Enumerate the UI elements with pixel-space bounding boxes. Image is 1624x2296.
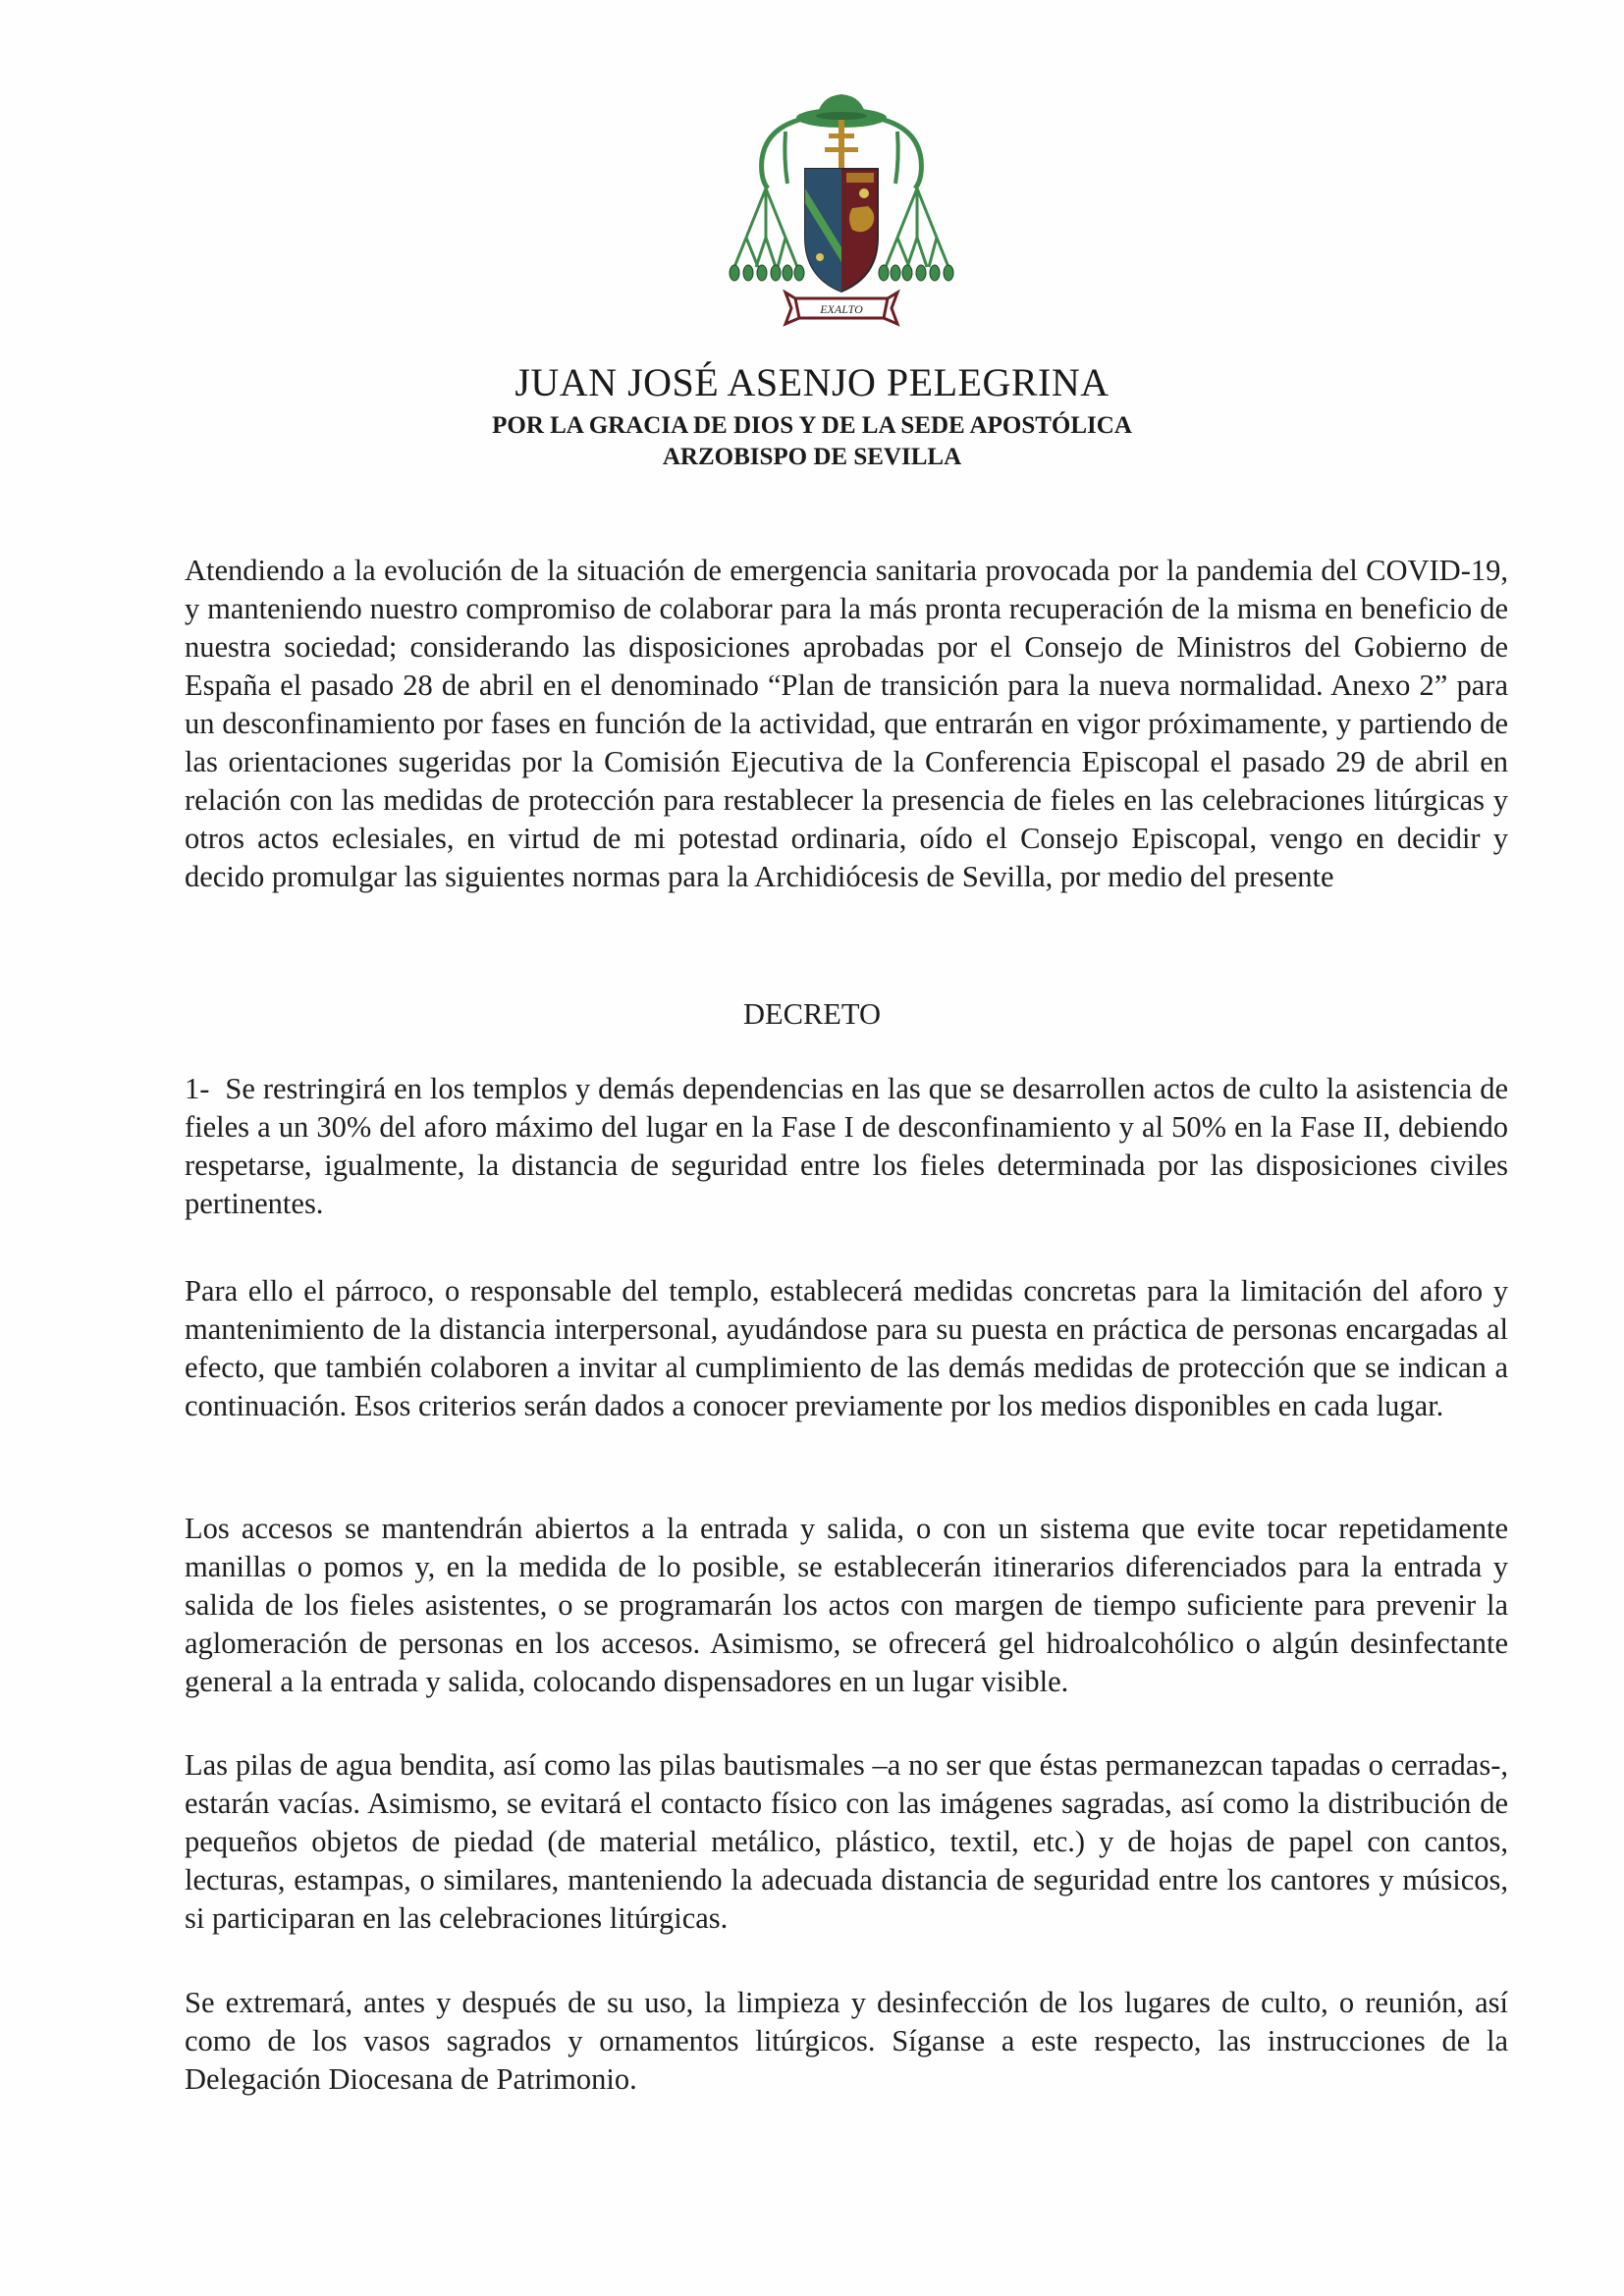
paragraph-holy-water: Las pilas de agua bendita, así como las pilas bautismales –a no ser que éstas permanezcan tapadas o cerradas-, estarán vacías. Asimismo, se evitará el contacto físico con las imágenes sagradas, así como la distribución de pequeños objetos de piedad (de material metálico, plástico, textil, etc.) y de hojas de papel con cantos, lecturas, estampas, o similares, manteniendo la adecuada distancia de seguridad entre los cantores y músicos, si participaran en las celebraciones litúrgicas.	[185, 1748, 1508, 1935]
paragraph-access: Los accesos se mantendrán abiertos a la entrada y salida, o con un sistema que evite tocar repetidamente manillas o pomos y, en la medida de lo posible, se establecerán itinerarios diferenciados para la entrada y salida de los fieles asistentes, o se programarán los actos con margen de tiempo suficiente para prevenir la aglomeración de personas en los accesos. Asimismo, se ofrecerá gel hidroalcohólico o algún desinfectante general a la entrada y salida, colocando dispensadores en un lugar visible.	[185, 1512, 1508, 1698]
crest-motto: EXALTO	[820, 302, 863, 316]
paragraph-cleaning: Se extremará, antes y después de su uso, la limpieza y desinfección de los lugares de culto, o reunión, así como de los vasos sagrados y ornamentos litúrgicos. Síganse a este respecto, las instrucciones de la Delegación Diocesana de Patrimonio.	[185, 1986, 1508, 2096]
intro-paragraph: Atendiendo a la evolución de la situación de emergencia sanitaria provocada por la pandemia del COVID-19, y manteniendo nuestro compromiso de colaborar para la más pronta recuperación de la misma en beneficio de nuestra sociedad; considerando las disposiciones aprobadas por el Consejo de Ministros del Gobierno de España el pasado 28 de abril en el denominado “Plan de transición para la nueva normalidad. Anexo 2” para un desconfinamiento por fases en función de la actividad, que entrarán en vigor próximamente, y partiendo de las orientaciones sugeridas por la Comisión Ejecutiva de la Conferencia Episcopal el pasado 29 de abril en relación con las medidas de protección para restablecer la presencia de fieles en las celebraciones litúrgicas y otros actos eclesiales, en virtud de mi potestad ordinaria, oído el Consejo Episcopal, vengo en decidir y decido promulgar las siguientes normas para la Archidiócesis de Sevilla, por medio del presente	[185, 554, 1508, 893]
decree-item-1	[185, 1070, 1508, 1223]
item-text: Se restringirá en los templos y demás dependencias en las que se desarrollen actos de culto la asistencia de fieles a un 30% del aforo máximo del lugar en la Fase I de desconfinamiento y al 50% en la Fase II, debiendo respetarse, igualmente, la distancia de seguridad entre los fieles determinada por las disposiciones civiles pertinentes.	[185, 1072, 1508, 1220]
archbishop-name: JUAN JOSÉ ASENJO PELEGRINA	[514, 360, 1110, 404]
paragraph-capacity-measures: Para ello el párroco, o responsable del templo, establecerá medidas concretas para la limitación del aforo y mantenimiento de la distancia interpersonal, ayudándose para su puesta en práctica de personas encargadas al efecto, que también colaboren a invitar al cumplimiento de las demás medidas de protección que se indican a continuación. Esos criterios serán dados a conocer previamente por los medios disponibles en cada lugar.	[185, 1274, 1508, 1422]
archbishop-coat-of-arms	[727, 90, 956, 336]
item-number: 1-	[185, 1072, 210, 1105]
header-title-line-2: ARZOBISPO DE SEVILLA	[662, 444, 962, 470]
header-title-line-1: POR LA GRACIA DE DIOS Y DE LA SEDE APOSTÓLICA	[492, 412, 1132, 439]
decree-heading: DECRETO	[742, 997, 882, 1031]
